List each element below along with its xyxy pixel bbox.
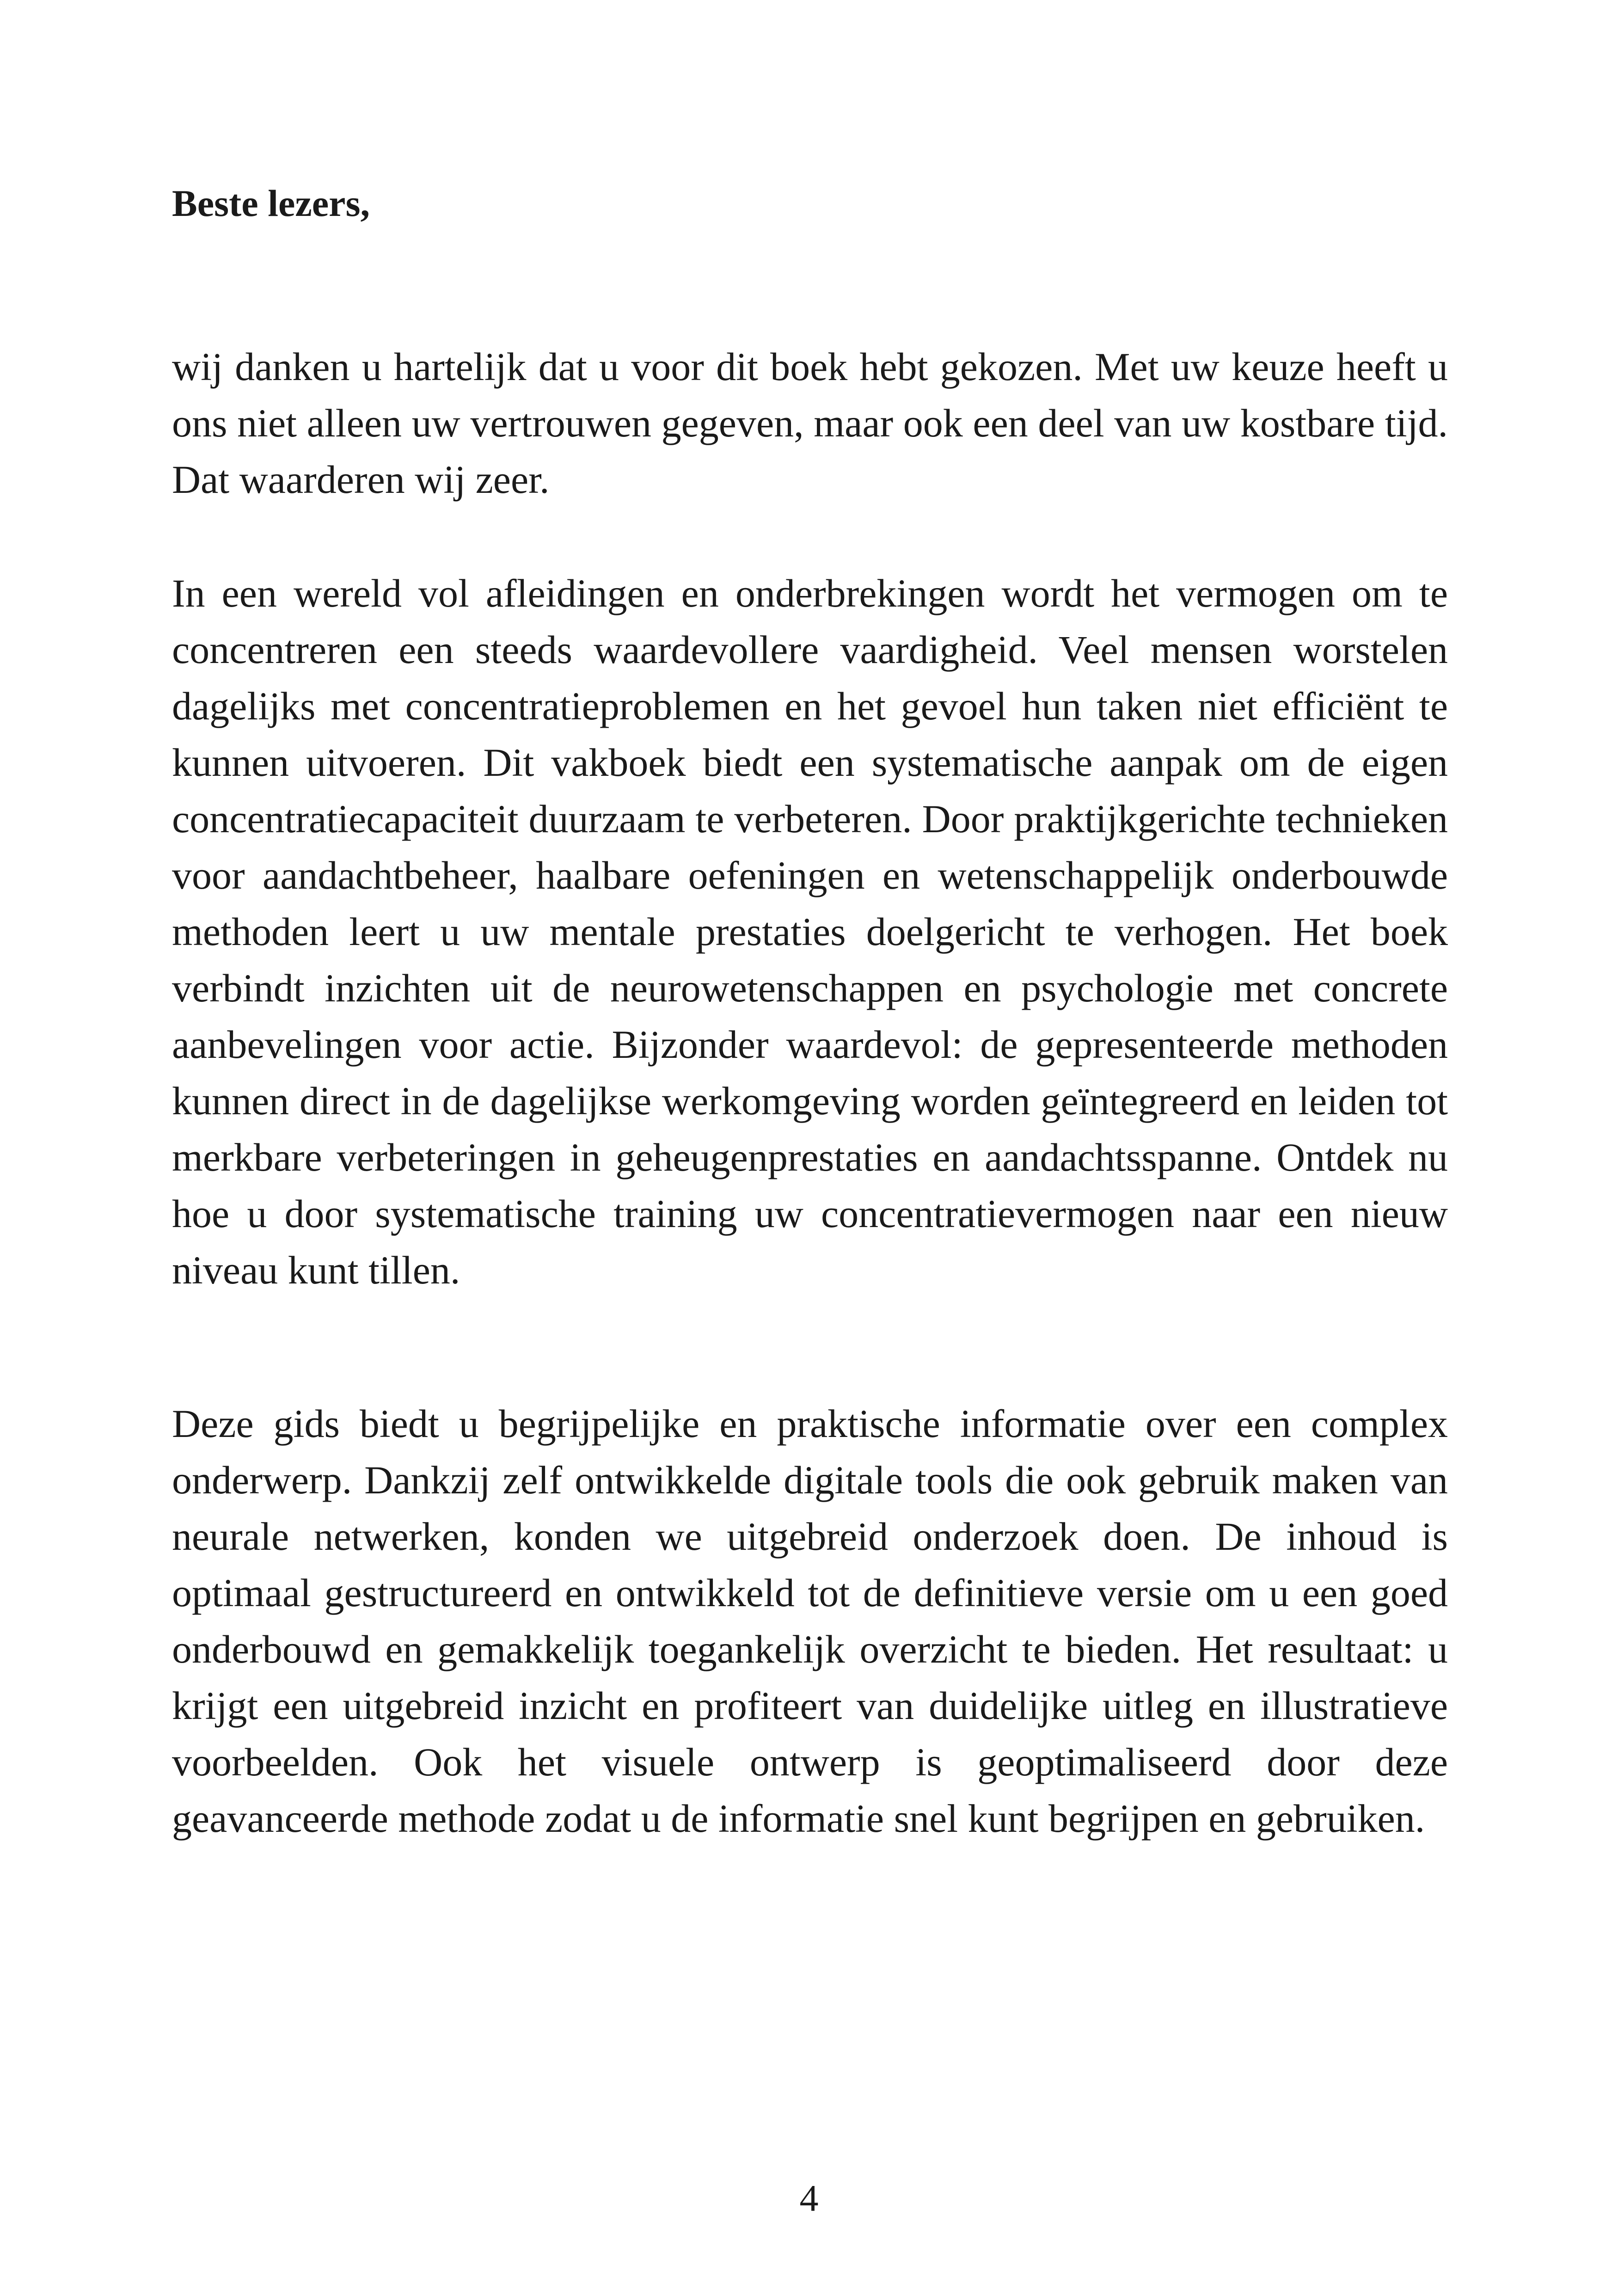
page-number: 4	[799, 2177, 819, 2219]
paragraph-guide-info: Deze gids biedt u begrijpelijke en praktische informatie over een complex onderwerp. Dankzij zelf ontwikkelde digitale tools die ook gebruik maken van neurale netwerken, konden we uitgebreid onderzoek doen. De inhoud is optimaal gestructureerd en ontwikkeld tot de definitieve versie om u een goed onderbouwd en gemakkelijk toegankelijk overzicht te bieden. Het resultaat: u krijgt een uitgebreid inzicht en profiteert van duidelijke uitleg en illustratieve voorbeelden. Ook het visuele ontwerp is geoptimaliseerd door deze geavanceerde methode zodat u de informatie snel kunt begrijpen en gebruiken.	[172, 1401, 1448, 1841]
paragraph-book-description: In een wereld vol afleidingen en onderbrekingen wordt het vermogen om te concentreren een steeds waardevollere vaardigheid. Veel mensen worstelen dagelijks met concentratieproblemen en het gevoel hun taken niet efficiënt te kunnen uitvoeren. Dit vakboek biedt een systematische aanpak om de eigen concentratiecapaciteit duurzaam te verbeteren. Door praktijkgerichte technieken voor aandachtbeheer, haalbare oefeningen en wetenschappelijk onderbouwde methoden leert u uw mentale prestaties doelgericht te verhogen. Het boek verbindt inzichten uit de neurowetenschappen en psychologie met concrete aanbevelingen voor actie. Bijzonder waardevol: de gepresenteerde methoden kunnen direct in de dagelijkse werkomgeving worden geïntegreerd en leiden tot merkbare verbeteringen in geheugenprestaties en aandachtsspanne. Ontdek nu hoe u door systematische training uw concentratievermogen naar een nieuw niveau kunt tillen.	[172, 571, 1448, 1292]
greeting-heading: Beste lezers,	[172, 182, 370, 224]
paragraph-thanks: wij danken u hartelijk dat u voor dit boek hebt gekozen. Met uw keuze heeft u ons niet alleen uw vertrouwen gegeven, maar ook een deel van uw kostbare tijd. Dat waarderen wij zeer.	[172, 344, 1448, 502]
